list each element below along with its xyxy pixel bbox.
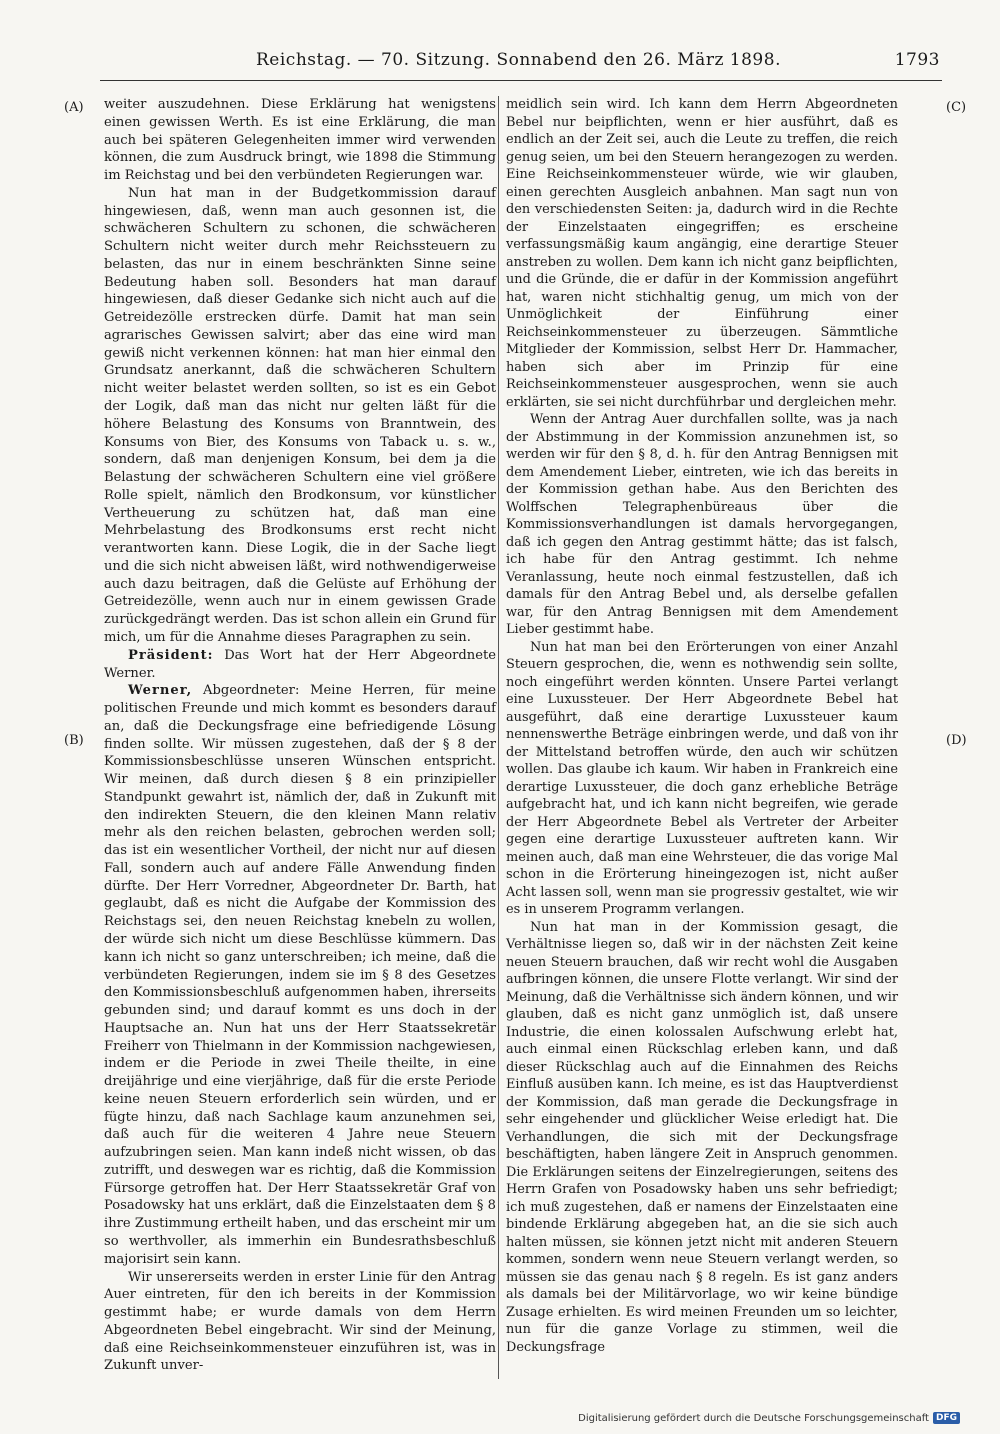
left-column [104,96,496,1375]
margin-marker-c: (C) [946,100,967,115]
speaker-president: Präsident: [128,647,214,663]
paragraph: Nun hat man in der Budgetkommission darauf hingewiesen, daß, wenn man auch gesonnen ist, die schwächeren Schultern zu schonen, die schwächeren Schultern nicht weiter durch mehr Reichssteuern zu belasten, das nur in einem beschränkten Sinne seine Bedeutung haben soll. Besonders hat man darauf hingewiesen, daß dieser Gedanke sich nicht auch auf die Getreidezölle erstrecken dürfe. Damit hat man sein agrarisches Gewissen salvirt; aber das eine wird man gewiß nicht verkennen können: hat man hier einmal den Grundsatz anerkannt, daß die schwächeren Schultern nicht weiter belastet werden sollten, so ist es ein Gebot der Logik, daß man das nicht nur gelten läßt für die höhere Belastung des Konsums von Branntwein, des Konsums von Bier, des Konsums von Taback u. s. w., sondern, daß man denjenigen Konsum, bei dem ja die Belastung der schwächeren Schultern eine viel größere Rolle spielt, nämlich den Brodkonsum, vor künstlicher Vertheuerung zu schützen hat, daß man eine Mehrbelastung des Brodkonsums erst recht nicht verantworten kann. Diese Logik, die in der Sache liegt und die sich nicht abweisen läßt, wird nothwendigerweise auch dazu beitragen, daß die Gelüste auf Erhöhung der Getreidezölle, wenn auch nur in einem gewissen Grade zurückgedrängt werden. Das ist schon allein ein Grund für mich, um für die Annahme dieses Paragraphen zu sein. [104,185,496,645]
paragraph-werner [104,682,496,1268]
paragraph-text: Das Wort hat der Herr Abgeordnete Werner. [104,647,496,681]
paragraph: Wenn der Antrag Auer durchfallen sollte, was ja nach der Abstimmung in der Kommission anzunehmen ist, so werden wir für den § 8, d. h. für den Antrag Bennigsen mit dem Amendement Lieber, eintreten, wie ich das bereits in der Kommission gethan habe. Aus den Berichten des Wolffschen Telegraphenbüreaus über die Kommissionsverhandlungen ist damals hervorgegangen, daß ich gegen den Antrag gestimmt hätte; das ist falsch, ich habe für den Antrag gestimmt. Ich nehme Veranlassung, heute noch einmal festzustellen, daß ich damals für den Antrag Bebel und, als derselbe gefallen war, für den Antrag Bennigsen mit dem Amendement Lieber gestimmt habe. [506,412,898,637]
column-divider [498,96,499,1379]
header-title: Reichstag. — 70. Sitzung. Sonnabend den 26. März 1898. [256,50,781,70]
speaker-werner: Werner, [128,683,193,699]
page-number: 1793 [894,50,940,70]
margin-marker-b: (B) [64,733,84,748]
margin-marker-a: (A) [64,100,84,115]
page-header [60,44,940,80]
right-column [506,96,898,1356]
header-rule [100,80,942,81]
paragraph: Wir unsererseits werden in erster Linie für den Antrag Auer eintreten, für den ich bereits in der Kommission gestimmt habe; er wurde damals von dem Herrn Abgeordneten Bebel eingebracht. Wir sind der Meinung, daß eine Reichseinkommensteuer einzuführen ist, was in Zukunft unver- [104,1269,496,1374]
paragraph-text: Abgeordneter: Meine Herren, für meine politischen Freunde und mich kommt es besonders darauf an, daß die Deckungsfrage eine befriedigende Lösung finden sollte. Wir müssen zugestehen, daß der § 8 der Kommissionsbeschlüsse unseren Wünschen entspricht. Wir meinen, daß durch diesen § 8 ein prinzipieller Standpunkt gewahrt ist, nämlich der, daß in Zukunft mit den indirekten Steuern, die den kleinen Mann relativ mehr als den reichen belasten, gebrochen werden soll; das ist ein wesentlicher Vortheil, der nicht nur auf diesen Fall, sondern auch auf andere Fälle Anwendung finden dürfte. Der Herr Vorredner, Abgeordneter Dr. Barth, hat geglaubt, daß es nicht die Aufgabe der Kommission des Reichstags sei, den neuen Reichstag knebeln zu wollen, der würde sich nicht um diese Beschlüsse kümmern. Das kann ich nicht so ganz unterschreiben; ich meine, daß die verbündeten Regierungen, indem sie im § 8 des Gesetzes den Kommissionsbeschluß aufgenommen haben, ihrerseits gebunden sind; und darauf kommt es uns doch in der Hauptsache an. Nun hat uns der Herr Staatssekretär Freiherr von Thielmann in der Kommission nachgewiesen, indem er die Periode in zwei Theile theilte, in eine dreijährige und eine vierjährige, daß für die erste Periode keine neuen Steuern erforderlich sein würden, und er fügte hinzu, daß nach Sachlage kaum anzunehmen sei, daß auch für die weiteren 4 Jahre neue Steuern aufzubringen seien. Man kann indeß nicht wissen, ob das zutrifft, und deswegen war es richtig, daß die Kommission Fürsorge getroffen hat. Der Herr Staatssekretär Graf von Posadowsky hat uns erklärt, daß die Einzelstaaten dem § 8 ihre Zustimmung ertheilt haben, und das erscheint mir um so werthvoller, als immerhin ein Bundesrathsbeschluß majorisirt sein kann. [104,683,496,1267]
dfg-logo-icon: DFG [933,1412,960,1424]
paragraph: Nun hat man bei den Erörterungen von einer Anzahl Steuern gesprochen, die, wenn es nothwendig sein sollte, noch eingeführt werden könnten. Unsere Partei verlangt eine Luxussteuer. Der Herr Abgeordnete Bebel hat ausgeführt, daß eine derartige Luxussteuer kaum nennenswerthe Beträge einbringen werde, und daß von ihr der Mittelstand betroffen würde, den auch wir schützen wollen. Das glaube ich kaum. Wir haben in Frankreich eine derartige Luxussteuer, die doch ganz erhebliche Beträge aufgebracht hat, und ich kann nicht begreifen, wie gerade der Herr Abgeordnete Bebel als Vertreter der Arbeiter gegen eine derartige Luxussteuer auftreten kann. Wir meinen auch, daß man eine Wehrsteuer, die das vorige Mal schon in die Erörterung hineingezogen ist, nicht außer Acht lassen soll, wenn man sie progressiv gestaltet, wie wir es in unserem Programm verlangen. [506,639,898,917]
paragraph: weiter auszudehnen. Diese Erklärung hat wenigstens einen gewissen Werth. Es ist eine Erklärung, die man auch bei späteren Gelegenheiten immer wird verwenden können, die zum Ausdruck bringt, wie 1898 die Stimmung im Reichstag und bei den verbündeten Regierungen war. [104,97,496,184]
margin-marker-d: (D) [946,733,967,748]
paragraph: Nun hat man in der Kommission gesagt, die Verhältnisse liegen so, daß wir in der nächsten Zeit keine neuen Steuern brauchen, daß wir recht wohl die Ausgaben aufbringen können, die unsere Flotte verlangt. Wir sind der Meinung, daß die Verhältnisse sich ändern können, und wir glauben, daß es nicht ganz unmöglich ist, daß unsere Industrie, die einen kolossalen Aufschwung erlebt hat, auch einmal einen Rückschlag erleben kann, und daß dieser Rückschlag auch auf die Einnahmen des Reichs Einfluß ausüben kann. Ich meine, es ist das Hauptverdienst der Kommission, daß man gerade die Deckungsfrage in sehr eingehender und glücklicher Weise erledigt hat. Die Verhandlungen, die sich mit der Deckungsfrage beschäftigten, haben längere Zeit in Anspruch genommen. Die Erklärungen seitens der Einzelregierungen, seitens des Herrn Grafen von Posadowsky haben uns sehr befriedigt; ich muß zugestehen, daß er namens der Einzelstaaten eine bindende Erklärung abgegeben hat, an die sie sich auch halten müssen, sie können jetzt nicht mit anderen Steuern kommen, sondern wenn neue Steuern verlangt werden, so müssen sie das genau nach § 8 regeln. Es ist ganz anders als damals bei der Militärvorlage, wo wir keine bündige Zusage erhielten. Es wird meinen Freunden um so leichter, nun für die ganze Vorlage zu stimmen, weil die Deckungsfrage [506,919,898,1355]
paragraph: meidlich sein wird. Ich kann dem Herrn Abgeordneten Bebel nur beipflichten, wenn er hier ausführt, daß es endlich an der Zeit sei, auch die Leute zu treffen, die reich genug seien, um bei den Steuern herangezogen zu werden. Eine Reichseinkommensteuer würde, wie wir glauben, einen gerechten Ausgleich anbahnen. Man sagt nun von den verschiedensten Seiten: ja, dadurch wird in die Rechte der Einzelstaaten eingegriffen; es erscheine verfassungsmäßig kaum angängig, eine derartige Steuer anstreben zu wollen. Dem kann ich nicht ganz beipflichten, und die Gründe, die er dafür in der Kommission angeführt hat, waren nicht stichhaltig genug, um mich von der Unmöglichkeit der Einführung einer Reichseinkommensteuer zu überzeugen. Sämmtliche Mitglieder der Kommission, selbst Herr Dr. Hammacher, haben sich aber im Prinzip für eine Reichseinkommensteuer ausgesprochen, wenn sie auch erklärten, sie sei nicht durchführbar und dergleichen mehr. [506,97,898,410]
footer [578,1410,960,1426]
paragraph-president [104,647,496,683]
footer-credit: Digitalisierung gefördert durch die Deutsche Forschungsgemeinschaft [578,1412,929,1424]
